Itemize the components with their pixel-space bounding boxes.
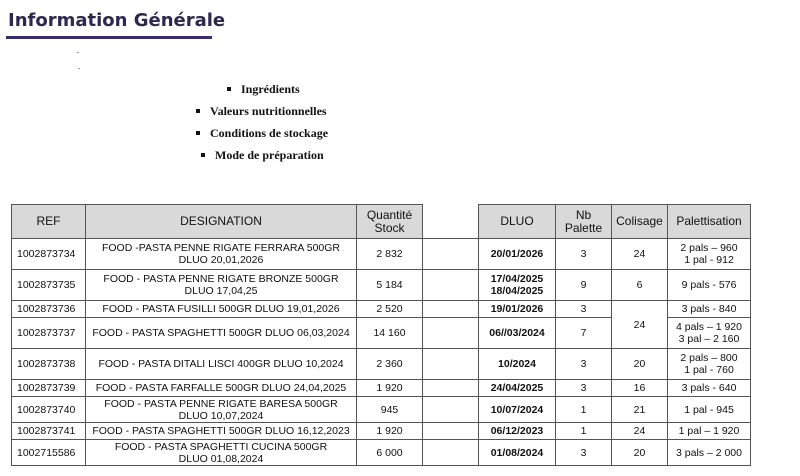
designation-line2: DLUO 17,04,25 (184, 285, 258, 297)
bullet-square-icon (196, 109, 200, 113)
blank-cell (423, 318, 479, 349)
dluo-cell: 01/08/2024 (479, 440, 556, 466)
pal-line1: 2 pals – 800 (680, 352, 738, 364)
dluo-line1: 17/04/2025 (490, 273, 544, 285)
pal-line2: 3 pal – 2 160 (678, 333, 740, 345)
designation-cell: FOOD - PASTA SPAGHETTI 500GR DLUO 16,12,2023 (86, 423, 357, 440)
bullet-square-icon (227, 87, 231, 91)
col-nb-palette-header (556, 205, 612, 239)
title-underline (6, 36, 212, 39)
nb-palette-cell: 3 (556, 239, 612, 270)
ref-cell: 1002873739 (12, 380, 86, 397)
quantity-cell: 14 160 (357, 318, 423, 349)
designation-cell: FOOD - PASTA DITALI LISCI 400GR DLUO 10,2024 (86, 349, 357, 380)
quantity-cell: 6 000 (357, 440, 423, 466)
table-row (12, 349, 751, 380)
pal-line1: 4 pals – 1 920 (676, 321, 742, 333)
table-row (12, 440, 751, 466)
designation-cell (86, 397, 357, 423)
ref-cell: 1002873736 (12, 301, 86, 318)
table-row (12, 397, 751, 423)
blank-cell (423, 239, 479, 270)
nb-palette-cell: 9 (556, 270, 612, 301)
bullet-square-icon (201, 153, 205, 157)
ref-cell: 1002873738 (12, 349, 86, 380)
qty-header-line2: Stock (374, 220, 405, 235)
blank-cell (423, 349, 479, 380)
colisage-cell: 20 (612, 440, 668, 466)
ref-cell: 1002715586 (12, 440, 86, 466)
colisage-cell: 24 (612, 423, 668, 440)
ref-cell: 1002873741 (12, 423, 86, 440)
palettisation-cell: 1 pal - 945 (668, 397, 751, 423)
quantity-cell: 5 184 (357, 270, 423, 301)
bullet-nutrition (196, 104, 327, 119)
designation-cell (86, 440, 357, 466)
designation-line2: DLUO 20,01,2026 (178, 254, 264, 266)
col-palettisation-header: Palettisation (668, 205, 751, 239)
table-row (12, 380, 751, 397)
blank-cell (423, 380, 479, 397)
col-quantity-header (357, 205, 423, 239)
nb-palette-cell: 3 (556, 301, 612, 318)
blank-cell (423, 301, 479, 318)
quantity-cell: 1 920 (357, 423, 423, 440)
nb-palette-cell: 1 (556, 397, 612, 423)
nb-palette-cell: 3 (556, 380, 612, 397)
nb-palette-cell: 3 (556, 349, 612, 380)
ref-cell: 1002873740 (12, 397, 86, 423)
colisage-cell: 6 (612, 270, 668, 301)
designation-line1: FOOD - PASTA PENNE RIGATE BARESA 500GR (104, 397, 338, 410)
col-blank-header (423, 205, 479, 239)
palettisation-cell: 3 pals – 2 000 (668, 440, 751, 466)
col-dluo-header: DLUO (479, 205, 556, 239)
dluo-cell: 06//03/2024 (479, 318, 556, 349)
palettisation-cell (668, 239, 751, 270)
designation-cell (86, 270, 357, 301)
table-row (12, 239, 751, 270)
quantity-cell: 945 (357, 397, 423, 423)
page-title: Information Générale (8, 10, 226, 31)
dluo-cell (479, 270, 556, 301)
quantity-cell: 1 920 (357, 380, 423, 397)
pal-line2: 1 pal - 912 (684, 254, 734, 266)
dluo-cell: 06/12/2023 (479, 423, 556, 440)
bullet-text: Conditions de stockage (210, 126, 329, 140)
quantity-cell: 2 360 (357, 349, 423, 380)
palettisation-cell (668, 349, 751, 380)
table-row (12, 423, 751, 440)
pal-line2: 1 pal - 760 (684, 364, 734, 376)
bullet-square-icon (196, 131, 200, 135)
blank-cell (423, 423, 479, 440)
palettisation-cell: 9 pals - 576 (668, 270, 751, 301)
nb-palette-cell: 7 (556, 318, 612, 349)
quantity-cell: 2 832 (357, 239, 423, 270)
bullet-text: Mode de préparation (215, 148, 324, 162)
stock-table (11, 204, 751, 466)
designation-cell (86, 239, 357, 270)
blank-cell (423, 440, 479, 466)
bullet-preparation (201, 148, 324, 163)
colisage-cell: 24 (612, 239, 668, 270)
dluo-line2: 18/04/2025 (490, 285, 544, 297)
ref-cell: 1002873735 (12, 270, 86, 301)
nb-header-line1: Nb (575, 207, 592, 222)
col-ref-header: REF (12, 205, 86, 239)
qty-header-line1: Quantité (366, 207, 413, 222)
nb-header-line2: Palette (564, 220, 603, 235)
dluo-cell: 10/2024 (479, 349, 556, 380)
colisage-cell: 20 (612, 349, 668, 380)
bullet-text: Valeurs nutritionnelles (210, 104, 327, 118)
dluo-cell: 20/01/2026 (479, 239, 556, 270)
palettisation-cell (668, 318, 751, 349)
blank-cell (423, 270, 479, 301)
ref-cell: 1002873734 (12, 239, 86, 270)
bullet-storage (196, 126, 328, 141)
dluo-cell: 10/07/2024 (479, 397, 556, 423)
nb-palette-cell: 3 (556, 440, 612, 466)
bullet-ingredients (227, 82, 300, 97)
col-colisage-header: Colisage (612, 205, 668, 239)
table-row (12, 301, 751, 318)
designation-line2: DLUO 01,08,2024 (178, 452, 264, 465)
designation-cell: FOOD - PASTA SPAGHETTI 500GR DLUO 06,03,2024 (86, 318, 357, 349)
ref-cell: 1002873737 (12, 318, 86, 349)
table-row (12, 270, 751, 301)
colisage-cell: 16 (612, 380, 668, 397)
palettisation-cell: 3 pals - 640 (668, 380, 751, 397)
palettisation-cell: 3 pals - 840 (668, 301, 751, 318)
dluo-cell: 19/01/2026 (479, 301, 556, 318)
palettisation-cell: 1 pal – 1 920 (668, 423, 751, 440)
nb-palette-cell: 1 (556, 423, 612, 440)
colisage-cell: 21 (612, 397, 668, 423)
dluo-cell: 24/04/2025 (479, 380, 556, 397)
pal-line1: 2 pals – 960 (680, 242, 738, 254)
bullet-text: Ingrédients (241, 82, 300, 96)
designation-cell: FOOD - PASTA FUSILLI 500GR DLUO 19,01,2026 (86, 301, 357, 318)
col-designation-header: DESIGNATION (86, 205, 357, 239)
designation-line1: FOOD - PASTA SPAGHETTI CUCINA 500GR (114, 440, 328, 453)
designation-cell: FOOD - PASTA FARFALLE 500GR DLUO 24,04,2025 (86, 380, 357, 397)
designation-line1: FOOD - PASTA PENNE RIGATE BRONZE 500GR (103, 273, 339, 285)
blank-cell (423, 397, 479, 423)
quantity-cell: 2 520 (357, 301, 423, 318)
designation-line2: DLUO 10,07,2024 (178, 409, 264, 422)
colisage-cell-merged: 24 (612, 301, 668, 349)
speck (77, 52, 79, 53)
designation-line1: FOOD -PASTA PENNE RIGATE FERRARA 500GR (101, 242, 341, 254)
table-header-row (12, 205, 751, 239)
speck (78, 68, 80, 69)
